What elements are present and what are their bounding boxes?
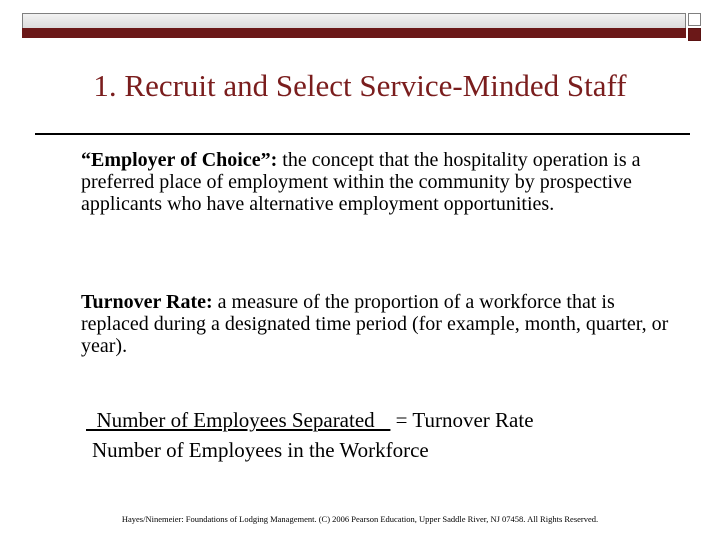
definition-employer-of-choice: [81, 149, 681, 215]
top-accent-stripe: [22, 28, 686, 38]
formula-denominator: Number of Employees in the Workforce: [92, 438, 429, 462]
definition-term: Turnover Rate:: [81, 291, 213, 313]
formula-numerator: Number of Employees Separated: [86, 408, 391, 432]
definition-text: a measure of the proportion of a workforce that is replaced during a designated time period (for example, month, quarter, or year).: [81, 291, 669, 357]
copyright-footer: Hayes/Ninemeier: Foundations of Lodging Management. (C) 2006 Pearson Education, Upper Saddle River, NJ 07458. All Rights Reserved.: [121, 514, 599, 524]
definition-turnover-rate: [81, 291, 681, 357]
definition-text: the concept that the hospitality operation is a preferred place of employment within the community by prospective applicants who have alternative employment opportunities.: [81, 149, 641, 215]
turnover-formula: [86, 405, 534, 465]
corner-square-icon: [688, 13, 701, 26]
title-divider: [35, 133, 690, 135]
slide-title: 1. Recruit and Select Service-Minded Staff: [93, 68, 627, 103]
formula-result: = Turnover Rate: [390, 408, 534, 432]
definition-term: “Employer of Choice”:: [81, 149, 278, 171]
corner-square-filled-icon: [688, 28, 701, 41]
